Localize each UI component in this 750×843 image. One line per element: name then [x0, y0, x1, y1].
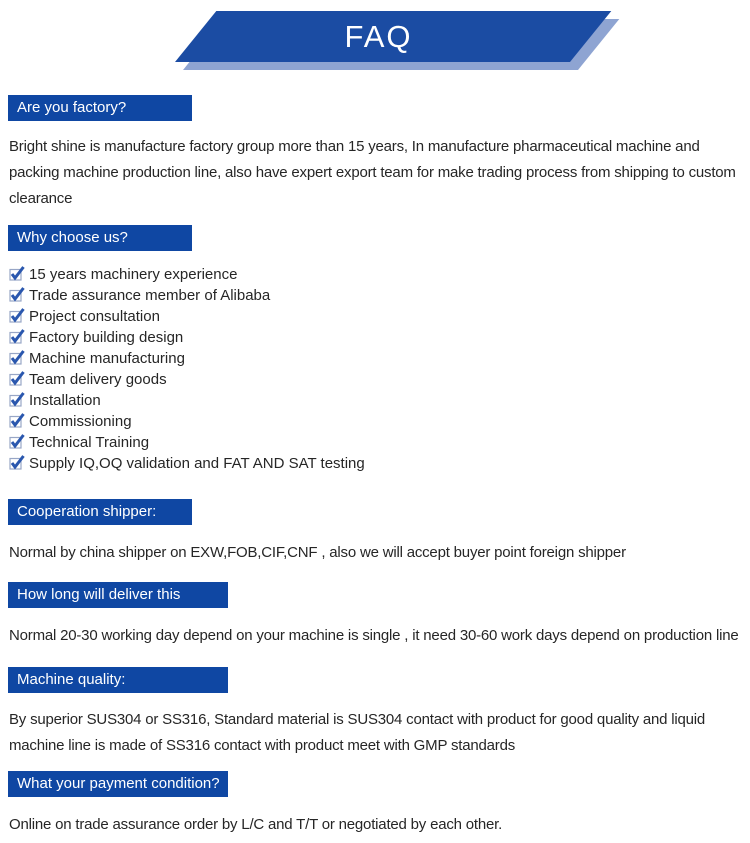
checklist-item-label: Technical Training — [29, 434, 150, 451]
section-body-are-you-factory: Bright shine is manufacture factory group more than 15 years, In manufacture pharmaceutical machine and packing machine production line, also have expert export team for make trading process from shipping to custom clearance — [9, 138, 736, 207]
checklist-item-label: Trade assurance member of Alibaba — [29, 287, 271, 304]
checklist-item — [9, 285, 750, 306]
checked-checkbox-icon — [9, 454, 26, 471]
section-body-delivery-time: Normal 20-30 working day depend on your machine is single , it need 30-60 work days depend on production line — [9, 627, 739, 644]
section-heading-cooperation-shipper: Cooperation shipper: — [8, 499, 192, 525]
section-body-machine-quality: By superior SUS304 or SS316, Standard material is SUS304 contact with product for good quality and liquid machine line is made of SS316 contact with product meet with GMP standards — [9, 711, 706, 754]
checklist-item-label: Machine manufacturing — [29, 350, 185, 367]
section-heading-machine-quality: Machine quality: — [8, 667, 228, 693]
faq-banner — [0, 0, 750, 70]
checklist-item — [9, 390, 750, 411]
checked-checkbox-icon — [9, 370, 26, 387]
checklist-item — [9, 264, 750, 285]
checklist-item — [9, 306, 750, 327]
checked-checkbox-icon — [9, 307, 26, 324]
checklist-item-label: Commissioning — [29, 413, 132, 430]
checklist-item — [9, 348, 750, 369]
why-choose-us-checklist — [9, 264, 750, 474]
section-body-payment-condition: Online on trade assurance order by L/C and T/T or negotiated by each other. — [9, 816, 503, 833]
checklist-item — [9, 369, 750, 390]
checklist-item — [9, 327, 750, 348]
checked-checkbox-icon — [9, 433, 26, 450]
page-title: FAQ — [344, 18, 413, 54]
section-heading-are-you-factory: Are you factory? — [8, 95, 192, 121]
section-heading-payment-condition: What your payment condition? — [8, 771, 228, 797]
checklist-item-label: Project consultation — [29, 308, 160, 325]
checked-checkbox-icon — [9, 265, 26, 282]
checklist-item-label: Installation — [29, 392, 101, 409]
checklist-item — [9, 411, 750, 432]
checked-checkbox-icon — [9, 349, 26, 366]
checklist-item — [9, 432, 750, 453]
section-heading-why-choose-us: Why choose us? — [8, 225, 192, 251]
checklist-item — [9, 453, 750, 474]
checked-checkbox-icon — [9, 328, 26, 345]
checked-checkbox-icon — [9, 286, 26, 303]
checklist-item-label: 15 years machinery experience — [29, 266, 238, 283]
checked-checkbox-icon — [9, 391, 26, 408]
checklist-item-label: Team delivery goods — [29, 371, 167, 388]
checklist-item-label: Factory building design — [29, 329, 184, 346]
section-body-cooperation-shipper: Normal by china shipper on EXW,FOB,CIF,CNF , also we will accept buyer point foreign shipper — [9, 544, 626, 561]
checked-checkbox-icon — [9, 412, 26, 429]
section-heading-delivery-time: How long will deliver this goods? — [8, 582, 228, 608]
checklist-item-label: Supply IQ,OQ validation and FAT AND SAT testing — [29, 455, 365, 472]
